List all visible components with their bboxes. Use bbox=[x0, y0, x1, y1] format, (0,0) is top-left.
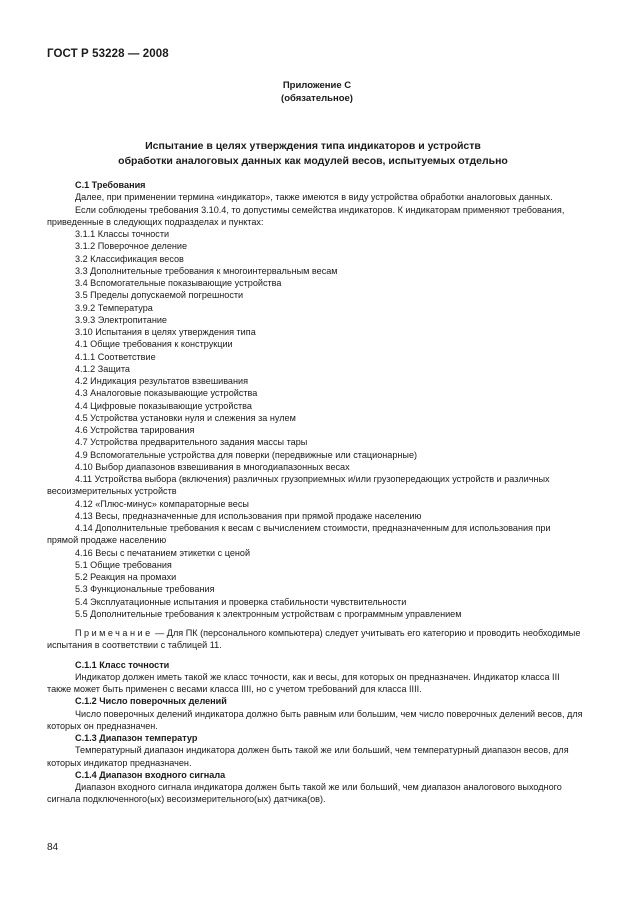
list-item: 5.4 Эксплуатационные испытания и проверка стабильности чувствительности bbox=[75, 596, 407, 607]
list-item: 3.9.3 Электропитание bbox=[75, 314, 167, 325]
requirements-list-3 bbox=[47, 547, 583, 621]
note-label: Примечание bbox=[75, 628, 153, 638]
list-item: 4.2 Индикация результатов взвешивания bbox=[75, 376, 249, 386]
list-item: 4.1.1 Соответствие bbox=[75, 351, 156, 362]
list-item: 4.9 Вспомогательные устройства для поверки (передвижные или стационарные) bbox=[75, 449, 418, 460]
list-item: 3.2 Классификация весов bbox=[75, 253, 184, 264]
list-item: 3.5 Пределы допускаемой погрешности bbox=[75, 290, 244, 301]
list-item: 4.1 Общие требования к конструкции bbox=[75, 339, 233, 350]
list-item: 4.1.2 Защита bbox=[75, 363, 130, 374]
requirements-list-1 bbox=[47, 228, 583, 473]
annex-status: (обязательное) bbox=[281, 93, 353, 104]
list-item-wrapped: 4.11 Устройства выбора (включения) различных грузоприемных и/или грузопередающих устройств и различных весоизмерительных устройств bbox=[47, 474, 550, 497]
list-item: 5.1 Общие требования bbox=[75, 559, 172, 570]
list-item: 3.10 Испытания в целях утверждения типа bbox=[75, 327, 256, 337]
section-heading-c11: С.1.1 Класс точности bbox=[75, 659, 170, 670]
section-heading-c13: С.1.3 Диапазон температур bbox=[75, 733, 198, 743]
list-item-wrapped: 4.14 Дополнительные требования к весам с вычислением стоимости, предназначенным для использования при прямой продаже населению bbox=[47, 523, 551, 546]
annex-title-line-1: Испытание в целях утверждения типа индикаторов и устройств bbox=[145, 140, 481, 152]
annex-label: Приложение С bbox=[282, 80, 352, 91]
list-item: 4.4 Цифровые показывающие устройства bbox=[75, 400, 252, 411]
list-item: 4.12 «Плюс-минус» компараторные весы bbox=[75, 498, 249, 509]
paragraph: Диапазон входного сигнала индикатора должен быть такой же или больший, чем диапазон аналогового выходного сигнала подключенного(ых) весоизмерительного(ых) датчика(ов). bbox=[47, 782, 562, 805]
paragraph: Температурный диапазон индикатора должен быть такой же или больший, чем температурный диапазон весов, для которых индикатор предназначен. bbox=[47, 745, 569, 768]
list-item: 4.13 Весы, предназначенные для использования при прямой продаже населению bbox=[75, 510, 422, 521]
paragraph: Число поверочных делений индикатора должно быть равным или большим, чем число поверочных делений весов, для которых он предназначен. bbox=[47, 708, 583, 731]
list-item: 3.9.2 Температура bbox=[75, 302, 153, 313]
paragraph: Индикатор должен иметь такой же класс точности, как и весы, для которых он предназначен. Индикатор класса III также может быть применен с весами класса IIII, но с учетом требований для класса IIII. bbox=[47, 671, 560, 694]
list-item: 3.4 Вспомогательные показывающие устройства bbox=[75, 278, 282, 288]
list-item: 5.2 Реакция на промахи bbox=[75, 572, 177, 582]
list-item: 5.3 Функциональные требования bbox=[75, 584, 215, 595]
document-body bbox=[47, 179, 583, 806]
paragraph: Далее, при применении термина «индикатор», также имеются в виду устройства обработки аналоговых данных. bbox=[75, 192, 553, 203]
list-item: 4.7 Устройства предварительного задания массы тары bbox=[75, 437, 308, 448]
list-item: 4.3 Аналоговые показывающие устройства bbox=[75, 388, 258, 399]
section-heading-c14: С.1.4 Диапазон входного сигнала bbox=[75, 769, 226, 780]
note-paragraph bbox=[47, 627, 583, 652]
list-item: 3.1.1 Классы точности bbox=[75, 229, 170, 239]
section-heading-c1: С.1 Требования bbox=[75, 180, 146, 190]
list-item: 4.10 Выбор диапазонов взвешивания в многодиапазонных весах bbox=[75, 461, 350, 472]
list-item: 3.3 Дополнительные требования к многоинтервальным весам bbox=[75, 265, 338, 276]
list-item: 5.5 Дополнительные требования к электронным устройствам с программным управлением bbox=[75, 608, 462, 619]
requirements-list-2 bbox=[47, 498, 583, 523]
standard-header: ГОСТ Р 53228 — 2008 bbox=[47, 48, 169, 60]
page-number: 84 bbox=[47, 842, 59, 853]
list-item: 4.16 Весы с печатанием этикетки с ценой bbox=[75, 547, 251, 558]
list-item: 3.1.2 Поверочное деление bbox=[75, 241, 188, 252]
paragraph: Если соблюдены требования 3.10.4, то допустимы семейства индикаторов. К индикаторам применяют требования, приведенные в следующих подразделах и пунктах: bbox=[47, 204, 565, 227]
note-text: — Для ПК (персонального компьютера) следует учитывать его категорию и проводить необходимые испытания в соответствии с таблицей 11. bbox=[47, 628, 581, 651]
section-heading-c12: С.1.2 Число поверочных делений bbox=[75, 696, 227, 707]
annex-title-line-2: обработки аналоговых данных как модулей весов, испытуемых отдельно bbox=[118, 155, 508, 167]
list-item: 4.6 Устройства тарирования bbox=[75, 425, 195, 435]
list-item: 4.5 Устройства установки нуля и слежения за нулем bbox=[75, 412, 296, 423]
